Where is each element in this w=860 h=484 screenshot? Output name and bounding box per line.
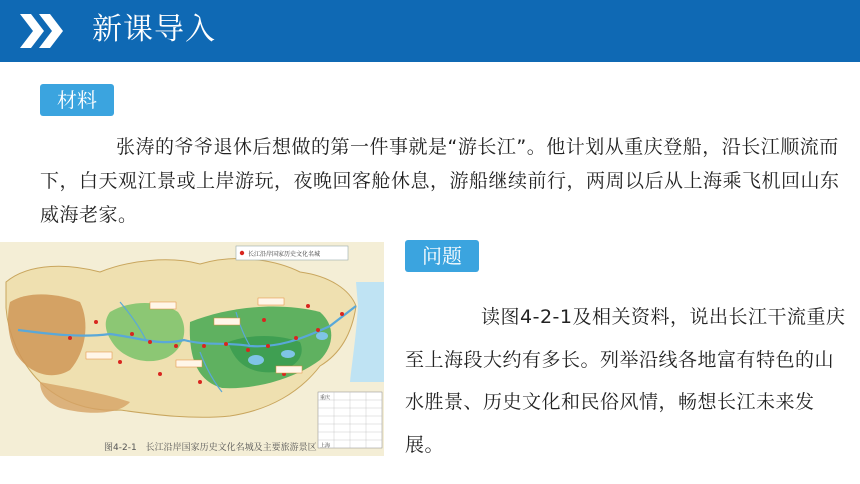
title-bar (0, 0, 860, 62)
map-legend-title: 长江沿岸国家历史文化名城 (248, 251, 321, 258)
material-tag: 材料 (40, 84, 114, 116)
question-paragraph: 读图4-2-1及相关资料，说出长江干流重庆至上海段大约有多长。列举沿线各地富有特色的山水胜景、历史文化和民俗风情，畅想长江未来发展。 (405, 306, 846, 456)
double-chevron-icon (0, 0, 80, 62)
question-tag: 问题 (405, 240, 479, 272)
table-city-shanghai: 上海 (320, 443, 331, 449)
material-paragraph: 张涛的爷爷退休后想做的第一件事就是“游长江”。他计划从重庆登船，沿长江顺流而下，白天观江景或上岸游玩，夜晚回客舱休息，游船继续前行，两周以后从上海乘飞机回山东威海老家。 (40, 136, 840, 226)
map-caption: 图4-2-1 长江沿岸国家历史文化名城及主要旅游景区 (104, 443, 317, 453)
table-city-chongqing: 重庆 (320, 395, 331, 401)
yangtze-tourism-map (0, 242, 384, 456)
distance-table (318, 392, 382, 449)
page-title: 新课导入 (92, 12, 216, 47)
